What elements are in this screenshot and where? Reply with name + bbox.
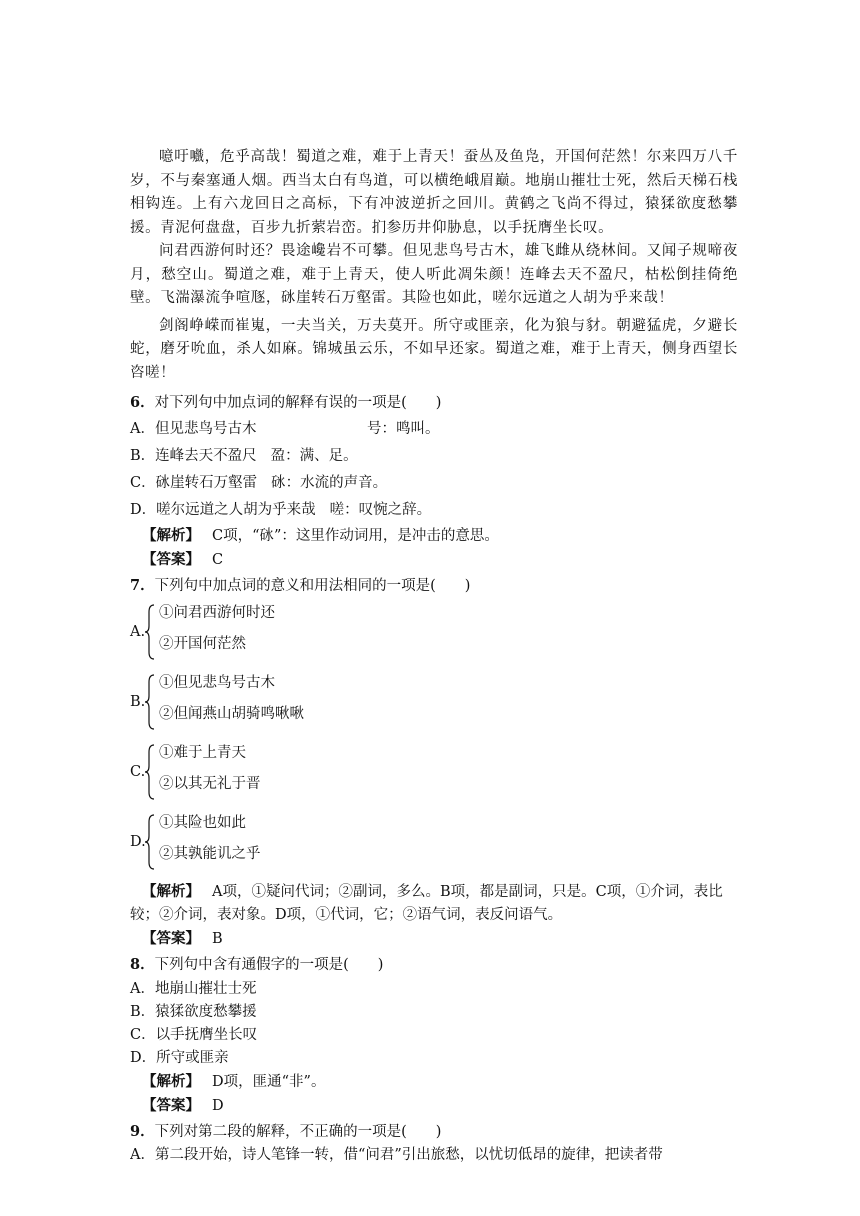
question-number: 6． — [130, 394, 155, 411]
question-7-analysis — [130, 880, 738, 927]
option-line-2: ②但闻燕山胡骑鸣啾啾 — [159, 706, 304, 722]
question-9 — [130, 1120, 738, 1168]
question-text: 下列句中加点词的意义和用法相同的一项是( ) — [154, 577, 471, 594]
answer-text: C — [212, 551, 224, 568]
analysis-text: C项，“砯”：这里作动词用，是冲击的意思。 — [212, 527, 499, 544]
question-7-stem — [130, 574, 738, 599]
answer-text: B — [212, 931, 223, 947]
brace-icon — [145, 674, 155, 730]
question-6-option-a — [130, 416, 738, 443]
question-number: 7． — [130, 576, 155, 594]
question-8-option-b: B．猿猱欲度愁攀援 — [130, 1003, 257, 1020]
analysis-tag: 【解析】 — [142, 1072, 200, 1090]
passage-paragraph-2: 问君西游何时还？畏途巉岩不可攀。但见悲鸟号古木，雄飞雌从绕林间。又闻子规啼夜月，愁空山。蜀道之难，难于上青天，使人听此凋朱颜！连峰去天不盈尺，枯松倒挂倚绝壁。飞湍瀑流争喧豗，砯崖转石万壑雷。其险也如此，嗟尔远道之人胡为乎来哉！ — [130, 243, 738, 306]
question-number: 9． — [130, 1122, 155, 1140]
question-7-option-b — [130, 672, 738, 734]
option-sentence: B．连峰去天不盈尺 — [130, 447, 257, 464]
brace-icon — [145, 814, 155, 870]
answer-tag: 【答案】 — [142, 1096, 200, 1114]
answer-text: D — [212, 1097, 224, 1114]
question-7-answer — [130, 927, 738, 951]
option-line-1: ①其险也如此 — [159, 815, 246, 831]
question-6-stem — [130, 391, 738, 416]
analysis-text: D项，匪通“非”。 — [212, 1073, 326, 1090]
question-8-option-c: C．以手抚膺坐长叹 — [130, 1026, 258, 1043]
option-line-2: ②以其无礼于晋 — [159, 776, 261, 792]
option-letter: B. — [130, 694, 146, 710]
question-6-option-c — [130, 470, 738, 497]
question-8-option-d: D．所守或匪亲 — [130, 1049, 229, 1066]
question-text: 对下列句中加点词的解释有误的一项是( ) — [154, 395, 442, 411]
question-8-stem — [130, 953, 738, 978]
option-letter: C. — [130, 764, 146, 780]
option-sentence: D．嗟尔远道之人胡为乎来哉 — [130, 501, 316, 518]
question-text: 下列对第二段的解释，不正确的一项是( ) — [154, 1123, 442, 1140]
question-8-analysis — [130, 1070, 738, 1094]
question-number: 8． — [130, 956, 155, 973]
option-line-2: ②开国何茫然 — [159, 636, 246, 652]
option-line-1: ①问君西游何时还 — [159, 605, 275, 621]
question-text: 下列句中含有通假字的一项是( ) — [154, 957, 384, 973]
option-meaning: 盈：满、足。 — [270, 447, 358, 464]
question-8-option-a: A．地崩山摧壮士死 — [130, 980, 257, 997]
option-meaning: 嗟：叹惋之辞。 — [329, 501, 432, 518]
question-7-option-d — [130, 812, 738, 874]
answer-tag: 【答案】 — [142, 930, 200, 947]
option-line-1: ①但见悲鸟号古木 — [159, 675, 275, 691]
analysis-tag: 【解析】 — [142, 526, 200, 544]
option-sentence: A．但见悲鸟号古木 — [130, 420, 257, 437]
question-6-option-d — [130, 497, 738, 524]
answer-tag: 【答案】 — [142, 550, 200, 568]
passage-paragraph-1: 噫吁嚱，危乎高哉！蜀道之难，难于上青天！蚕丛及鱼凫，开国何茫然！尔来四万八千岁，不与秦塞通人烟。西当太白有鸟道，可以横绝峨眉巅。地崩山摧壮士死，然后天梯石栈相钩连。上有六龙回日之高标，下有冲波逆折之回川。黄鹤之飞尚不得过，猿猱欲度愁攀援。青泥何盘盘，百步九折萦岩峦。扪参历井仰胁息，以手抚膺坐长叹。 — [130, 149, 738, 236]
question-7-option-c — [130, 742, 738, 804]
option-line-1: ①难于上青天 — [159, 745, 246, 761]
analysis-text: A项，①疑问代词；②副词，多么。B项，都是副词，只是。C项，①介词，表比较；②介词，表对象。D项，①代词，它；②语气词，表反问语气。 — [130, 884, 723, 923]
document-page — [130, 146, 738, 1167]
option-letter: D. — [130, 834, 146, 850]
question-8 — [130, 953, 738, 1118]
question-9-stem — [130, 1120, 738, 1145]
option-sentence: C．砯崖转石万壑雷 — [130, 474, 258, 491]
question-6-option-b — [130, 443, 738, 470]
question-6 — [130, 391, 738, 572]
question-9-option-a: A．第二段开始，诗人笔锋一转，借“问君”引出旅愁，以忧切低昂的旋律，把读者带 — [130, 1147, 663, 1163]
passage-paragraph-3: 剑阁峥嵘而崔嵬，一夫当关，万夫莫开。所守或匪亲，化为狼与豺。朝避猛虎，夕避长蛇，磨牙吮血，杀人如麻。锦城虽云乐，不如早还家。蜀道之难，难于上青天，侧身西望长咨嗟！ — [130, 317, 738, 381]
question-6-answer — [130, 548, 738, 572]
option-meaning: 号：鸣叫。 — [367, 420, 440, 437]
question-6-analysis — [130, 524, 738, 548]
option-meaning: 砯：水流的声音。 — [271, 474, 388, 491]
question-7-option-a — [130, 602, 738, 664]
option-line-2: ②其孰能讥之乎 — [159, 846, 261, 862]
analysis-tag: 【解析】 — [142, 883, 200, 900]
option-letter: A. — [130, 624, 146, 640]
question-8-answer — [130, 1094, 738, 1118]
brace-icon — [145, 604, 155, 660]
question-7 — [130, 574, 738, 952]
brace-icon — [145, 744, 155, 800]
